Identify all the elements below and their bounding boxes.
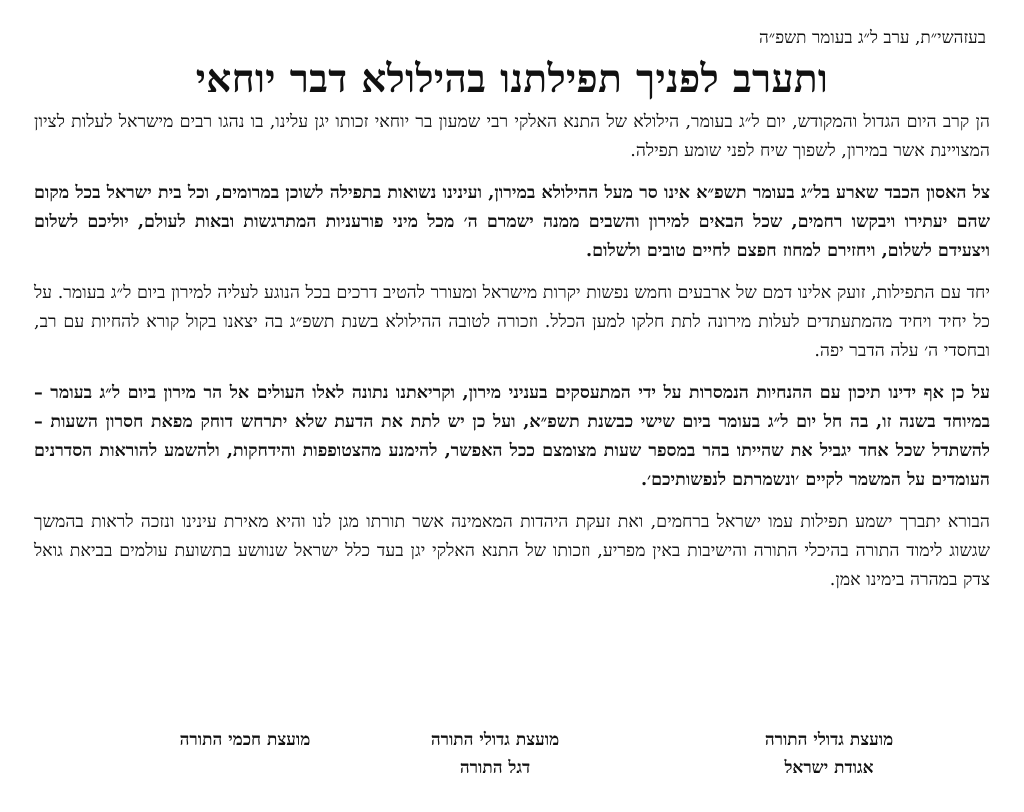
signature-line1: מועצת גדולי התורה bbox=[430, 730, 560, 750]
signature-line1: מועצת גדולי התורה bbox=[764, 730, 894, 750]
signature-line2: דגל התורה bbox=[459, 758, 531, 778]
signature-line1: מועצת חכמי התורה bbox=[179, 730, 311, 750]
paragraph-blessing: הבורא יתברך ישמע תפילות עמו ישראל ברחמים, ואת זעקת היהדות המאמינה אשר תורתו מגן לנו והיא מאירת עינינו ונזכה לראות בהמשך שגשוג לימוד התורה בהיכלי התורה והישיבות באין מפריע, וזכותו של התנא האלקי יגן בעד כלל ישראל שנוושע בתשועת עולמים בביאת גואל צדק במהרה בימינו אמן. bbox=[34, 512, 990, 590]
signature-agudat-yisrael bbox=[714, 726, 944, 782]
signature-line2: אגודת ישראל bbox=[784, 758, 874, 778]
date-line: בעזהשי״ת, ערב ל״ג בעומר תשפ״ה bbox=[759, 28, 986, 48]
signature-degel-hatorah bbox=[380, 726, 610, 782]
paragraph-instructions: על כן אף ידינו תיכון עם ההנחיות הנמסרות על ידי המתעסקים בעניני מירון, וקריאתנו נתונה לאלו העולים אל הר מירון ביום ל״ג בעומר – במיוחד בשנה זו, בה חל יום ל״ג בעומר ביום שישי כבשנת תשפ״א, ועל כן יש לתת את הדעת שלא יתרחש דוחק מפאת חסרון השעות – להשתדל שכל אחד יגביל את שהייתו בהר במספר שעות מצומצם ככל האפשר, להימנע מהצטופפות והידחקות, ולהשמע להוראות הסדרנים העומדים על המשמר לקיים ׳ונשמרתם לנפשותיכם׳. bbox=[34, 383, 990, 490]
paragraph-disaster-prayer: צל האסון הכבד שארע בל״ג בעומר תשפ״א אינו סר מעל ההילולא במירון, ועינינו נשואות בתפילה לשוכן במרומים, וכל בית ישראל בכל מקום שהם יעתירו ויבקשו רחמים, שכל הבאים למירון והשבים ממנה ישמרם ה׳ מכל מיני פורעניות המתרגשות ובאות לעולם, יוליכם לשלום ויצעידם לשלום, ויחזירם למחוז חפצם לחיים טובים ולשלום. bbox=[34, 183, 990, 261]
signature-chachmei-hatorah bbox=[130, 726, 360, 754]
paragraph-call-to-action: יחד עם התפילות, זועק אלינו דמם של ארבעים וחמש נפשות יקרות מישראל ומעורר להטיב דרכים בכל הנוגע לעליה למירון ביום ל״ג בעומר. על כל יחיד ויחיד מהמתעתדים לעלות מירונה לתת חלקו למען הכלל. וזכורה לטובה ההילולא בשנת תשפ״ג בה יצאנו בקול קורא להחיות עם רב, ובחסדי ה׳ עלה הדבר יפה. bbox=[34, 283, 990, 361]
headline: ותערב לפניך תפילתנו בהילולא דבר יוחאי bbox=[195, 56, 829, 102]
signatures bbox=[0, 726, 1024, 796]
paragraph-opening: הן קרב היום הגדול והמקודש, יום ל״ג בעומר, הילולא של התנא האלקי רבי שמעון בר יוחאי זכותו יגן עלינו, בו נהגו רבים מישראל לעלות לציון המצויינת אשר במירון, לשפוך שיח לפני שומע תפילה. bbox=[34, 112, 990, 161]
